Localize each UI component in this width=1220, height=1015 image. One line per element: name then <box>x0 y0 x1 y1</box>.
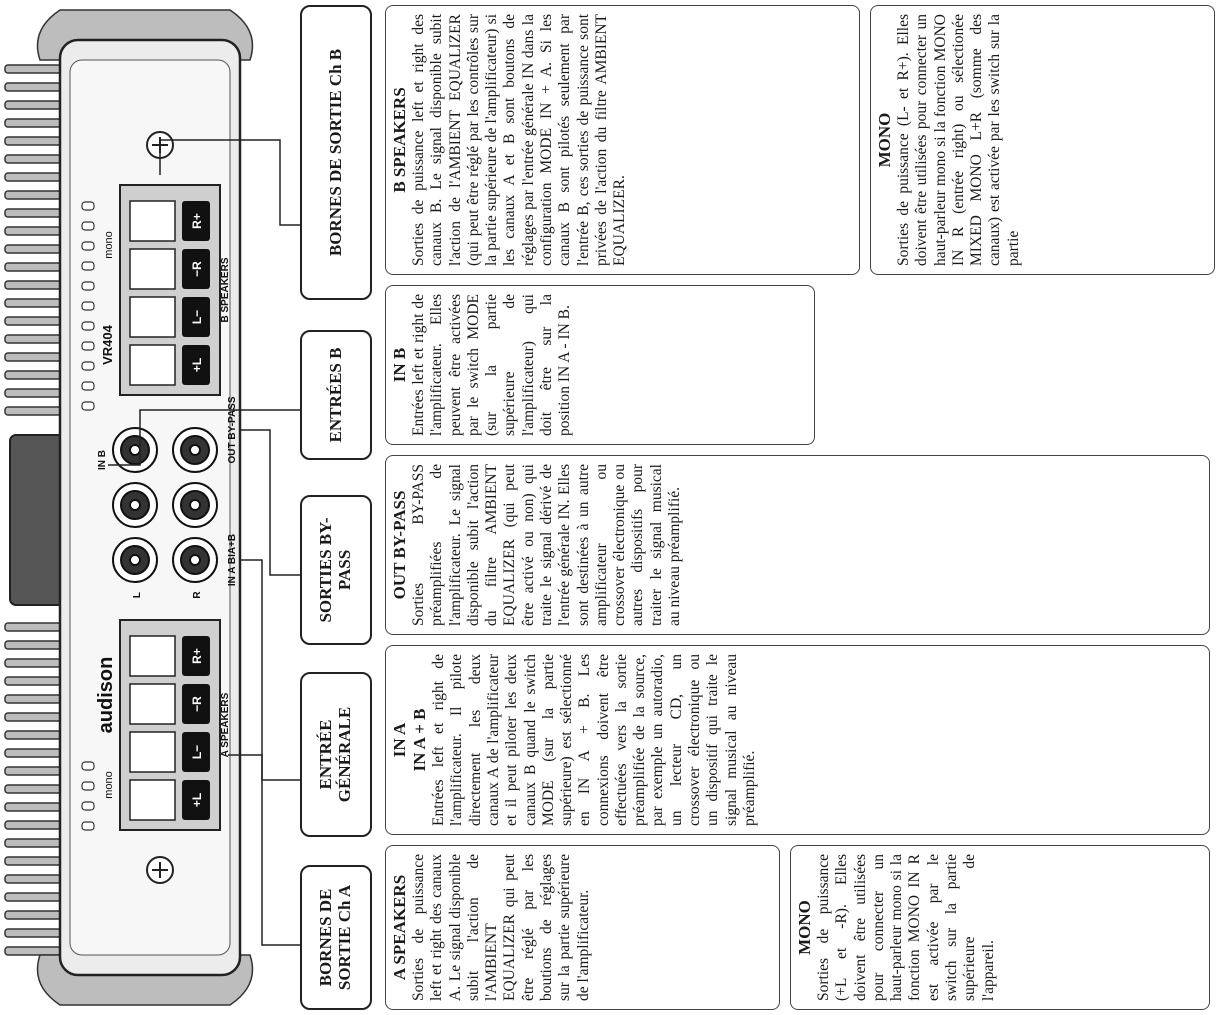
heading-sorties-bypass: SORTIES BY-PASS <box>300 495 372 645</box>
out-bypass-title: OUT BY-PASS <box>390 490 409 600</box>
mono-label-b: mono <box>103 231 115 259</box>
in-a-body: Entrées left et right de l'amplificateur. Il pilote directement les deux canaux A de l'amplificateur et il peut piloter les deux canaux B quand le switch MODE (sur la partie supérieure) est sélectionné en IN A + B. Les connexions doivent être effectuées vers la sortie préamplifiée de la source, par exemple un autoradio, un lecteur CD, un crossover électronique ou un dispositif qui traite le signal musical au niveau préamplifié. <box>430 654 758 826</box>
terminal-label-a-3: −R <box>190 696 204 712</box>
section-a-speakers <box>385 845 780 1010</box>
section-mono-a <box>790 845 1210 1010</box>
terminal-label-b-1: +L <box>190 357 204 373</box>
mono-b-title: MONO <box>875 112 894 168</box>
terminal-label-a-1: +L <box>190 792 204 808</box>
terminal-label-b-2: L− <box>190 309 204 325</box>
jack-r-label: R <box>192 591 203 599</box>
out-bypass-device-label: OUT BY-PASS <box>227 396 238 464</box>
in-b-device-label: IN B <box>97 450 108 470</box>
terminal-label-a-4: R+ <box>190 648 204 664</box>
jack-l-label: L <box>132 591 143 599</box>
heading-bornes-a: BORNES DE SORTIE Ch A <box>300 865 372 1010</box>
heading-entrees-b: ENTRÉES B <box>300 330 372 460</box>
b-speakers-device-label: B SPEAKERS <box>220 257 231 323</box>
section-in-a <box>385 645 1210 835</box>
a-speakers-body: Sorties de puissance left et right des canaux A. Le signal disponible subit l'action de l'AMBIENT EQUALIZER qui peut être réglé par les boutions de réglages sur la partie supérieure de l'amplificateur. <box>410 854 592 1001</box>
heading-entree-generale: ENTRÉE GÉNÉRALE <box>300 672 372 837</box>
in-a-title: IN A <box>390 722 409 758</box>
terminal-label-b-3: −R <box>190 261 204 277</box>
brand-logo: audison <box>95 656 117 734</box>
amplifier-illustration <box>0 0 300 1015</box>
in-b-body: Entrées left et right de l'amplificateur. Elles peuvent être activées par le switch MODE (sur la partie supérieure de l'amplificateur) qui doit être sur la position IN A - IN B. <box>410 294 574 436</box>
out-bypass-body: Sorties BY-PASS préamplifiées de l'amplificateur. Le signal disponible subit l'action du filtre AMBIENT EQUALIZER (qui peut être activé ou non) qui traite le signal dérivé de l'entrée générale IN. Elles sont destinées à un autre amplificateur ou crossover électronique ou autres dispositifs pour traiter le signal musical au niveau préamplifié. <box>410 464 683 626</box>
section-mono-b <box>870 5 1215 275</box>
heading-bornes-b: BORNES DE SORTIE Ch B <box>300 5 372 300</box>
in-a-subtitle: IN A + B <box>410 708 430 772</box>
mono-a-title: MONO <box>795 900 814 955</box>
mono-label-a: mono <box>103 771 115 799</box>
in-b-title: IN B <box>390 347 409 383</box>
terminal-label-b-4: R+ <box>190 213 204 229</box>
terminal-label-a-2: L− <box>190 744 204 760</box>
a-speakers-title: A SPEAKERS <box>390 874 409 981</box>
section-b-speakers <box>385 5 860 275</box>
mono-b-body: Sorties de puissance (L- et R+). Elles doivent être utilisées pour connecter un haut-parleur mono si la fonction MONO IN R (entrée right) ou sélectionée MIXED MONO L+R (somme des canaux) est activée par les switch sur la partie <box>895 14 1022 266</box>
section-out-bypass <box>385 455 1210 635</box>
b-speakers-title: B SPEAKERS <box>390 87 409 193</box>
mono-a-body: Sorties de puissance (+L et -R). Elles doivent être utilisées pour connecter un haut-parleur mono si la fonction MONO IN R est activée par le switch sur la partie supérieure de l'appareil. <box>815 854 997 1001</box>
a-speakers-device-label: A SPEAKERS <box>220 692 231 758</box>
section-in-b <box>385 285 815 445</box>
model-label: VR404 <box>100 325 115 365</box>
b-speakers-body: Sorties de puissance left et right des canaux B. Le signal disponible subit l'action de l'AMBIENT EQUALIZER (qui peut être réglé par les contrôles sur la partie supérieure de l'amplificateur) si les canaux A et B sont boutons de réglages par l'entrée générale IN dans la configuration MODE IN + A. Si les canaux B sont pilotés seulement par l'entrée B, ces sorties de puissance sont privées de l'action du filtre AMBIENT EQUALIZER. <box>410 14 629 266</box>
in-a-device-label: IN A BIA+B <box>227 533 238 587</box>
